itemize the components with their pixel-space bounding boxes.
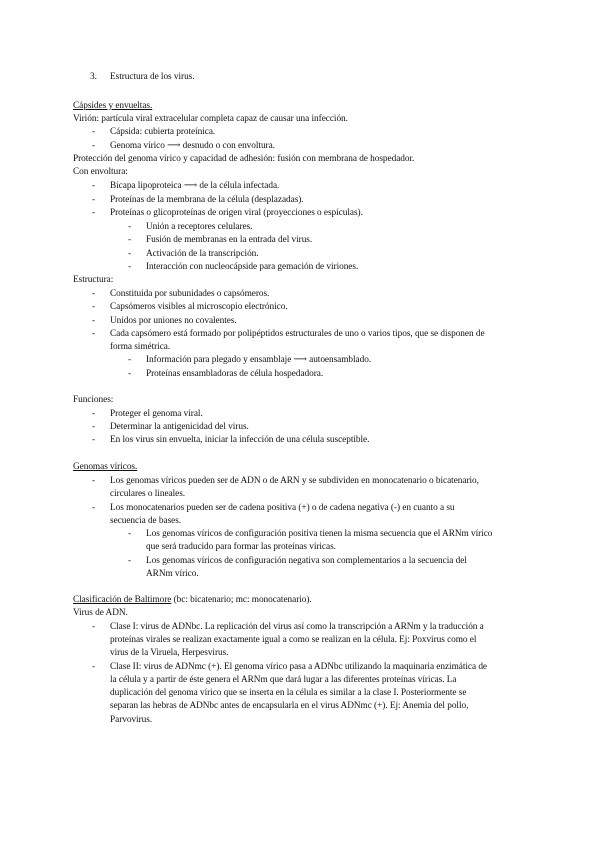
estructura-label: Estructura: [73, 275, 114, 285]
sub-list-item: Fusión de membranas en la entrada del virus. [146, 235, 313, 245]
paragraph-line: duplicación del genoma vírico que se inserta en la célula es similar a la clase I. Posteriormente se [110, 688, 467, 698]
paragraph-line: Clase II: virus de ADNmc (+). El genoma vírico pasa a ADNbc utilizando la maquinaria enzimática de [110, 662, 487, 672]
bullet-dash: - [128, 556, 132, 566]
bullet-dash: - [92, 302, 96, 312]
capsides-heading: Cápsides y envueltas. [73, 101, 153, 111]
bullet-dash: - [92, 329, 96, 339]
sub-list-item-continuation: que será traducido para formar las proteínas víricas. [146, 542, 336, 552]
list-item-continuation: secuencia de bases. [110, 516, 182, 526]
bullet-dash: - [92, 141, 96, 151]
sub-list-item: Activación de la transcripción. [146, 249, 259, 259]
sub-list-item: Los genomas víricos de configuración positiva tienen la misma secuencia que el ARNm vírico [146, 529, 493, 539]
bullet-dash: - [128, 529, 132, 539]
bullet-dash: - [128, 262, 132, 272]
list-item: Proteínas o glicoproteínas de origen viral (proyecciones o espículas). [110, 208, 363, 218]
list-item: Los genomas víricos pueden ser de ADN o de ARN y se subdividen en monocatenario o bicatenario, [110, 476, 479, 486]
virion-definition: Virión: partícula viral extracelular completa capaz de causar una infección. [73, 114, 348, 124]
bullet-dash: - [92, 208, 96, 218]
list-item-continuation: circulares o lineales. [110, 489, 186, 499]
virus-adn-label: Virus de ADN. [73, 608, 128, 618]
bullet-dash: - [92, 127, 96, 137]
section-title: Estructura de los virus. [110, 72, 195, 82]
paragraph-line: virus de la Viruela, Herpesvirus. [110, 648, 229, 658]
sub-list-item: Unión a receptores celulares. [146, 222, 253, 232]
paragraph-line: separan las hebras de ADNbc antes de encapsularla en el virus ADNmc (+). Ej: Anemia del pollo, [110, 701, 469, 711]
bullet-dash: - [92, 181, 96, 191]
bullet-dash: - [92, 503, 96, 513]
sub-list-item-continuation: ARNm vírico. [146, 569, 199, 579]
list-item: Determinar la antigenicidad del virus. [110, 422, 249, 432]
paragraph-line: proteínas virales se realizan exactamente igual a como se realizan en la célula. Ej: Poxvirus como el [110, 635, 477, 645]
bullet-dash: - [92, 409, 96, 419]
list-item: Genoma vírico ⟶ desnudo o con envoltura. [110, 141, 275, 151]
bullet-dash: - [128, 249, 132, 259]
list-item: Unidos por uniones no covalentes. [110, 316, 237, 326]
proteccion-text: Protección del genoma vírico y capacidad de adhesión: fusión con membrana de hospedador. [73, 154, 415, 164]
sub-list-item: Los genomas víricos de configuración negativa son complementarios a la secuencia del [146, 556, 467, 566]
list-item: Proteínas de la membrana de la célula (desplazadas). [110, 195, 304, 205]
list-item: Cada capsómero está formado por polipéptidos estructurales de uno o varios tipos, que se disponen de [110, 329, 485, 339]
bullet-dash: - [92, 316, 96, 326]
bullet-dash: - [92, 195, 96, 205]
bullet-dash: - [92, 622, 96, 632]
paragraph-line: Parvovirus. [110, 715, 153, 725]
list-item: Los monocatenarios pueden ser de cadena positiva (+) o de cadena negativa (-) en cuanto a su [110, 503, 455, 513]
list-item: En los virus sin envuelta, iniciar la infección de una célula susceptible. [110, 435, 370, 445]
list-item: Cápsida: cubierta proteínica. [110, 127, 216, 137]
bullet-dash: - [92, 289, 96, 299]
sub-list-item: Proteínas ensambladoras de célula hospedadora. [146, 369, 324, 379]
con-envoltura-label: Con envoltura: [73, 167, 128, 177]
bullet-dash: - [128, 222, 132, 232]
bullet-dash: - [128, 369, 132, 379]
bullet-dash: - [128, 235, 132, 245]
genomas-heading: Genomas víricos. [73, 462, 138, 472]
sub-list-item: Interacción con nucleocápside para gemación de viriones. [146, 262, 359, 272]
bullet-dash: - [128, 355, 132, 365]
paragraph-line: la célula y a partir de éste genera el ARNm que dará lugar a las diferentes proteínas víricas. La [110, 675, 457, 685]
baltimore-title: Clasificación de Baltimore [73, 595, 172, 605]
list-item: Proteger el genoma viral. [110, 409, 203, 419]
section-number: 3. [90, 72, 97, 82]
list-item: Bicapa lipoproteica ⟶ de la célula infectada. [110, 181, 280, 191]
bullet-dash: - [92, 476, 96, 486]
funciones-label: Funciones: [73, 395, 114, 405]
list-item-continuation: forma simétrica. [110, 342, 171, 352]
bullet-dash: - [92, 662, 96, 672]
list-item: Capsómeros visibles al microscopio electrónico. [110, 302, 288, 312]
list-item: Constituida por subunidades o capsómeros. [110, 289, 270, 299]
bullet-dash: - [92, 435, 96, 445]
sub-list-item: Información para plegado y ensamblaje ⟶ autoensamblado. [146, 355, 372, 365]
baltimore-heading [73, 594, 312, 606]
baltimore-title-note: (bc: bicatenario; mc: monocatenario). [171, 595, 312, 605]
paragraph-line: Clase I: virus de ADNbc. La replicación del virus así como la transcripción a ARNm y la traducción a [110, 622, 484, 632]
bullet-dash: - [92, 422, 96, 432]
